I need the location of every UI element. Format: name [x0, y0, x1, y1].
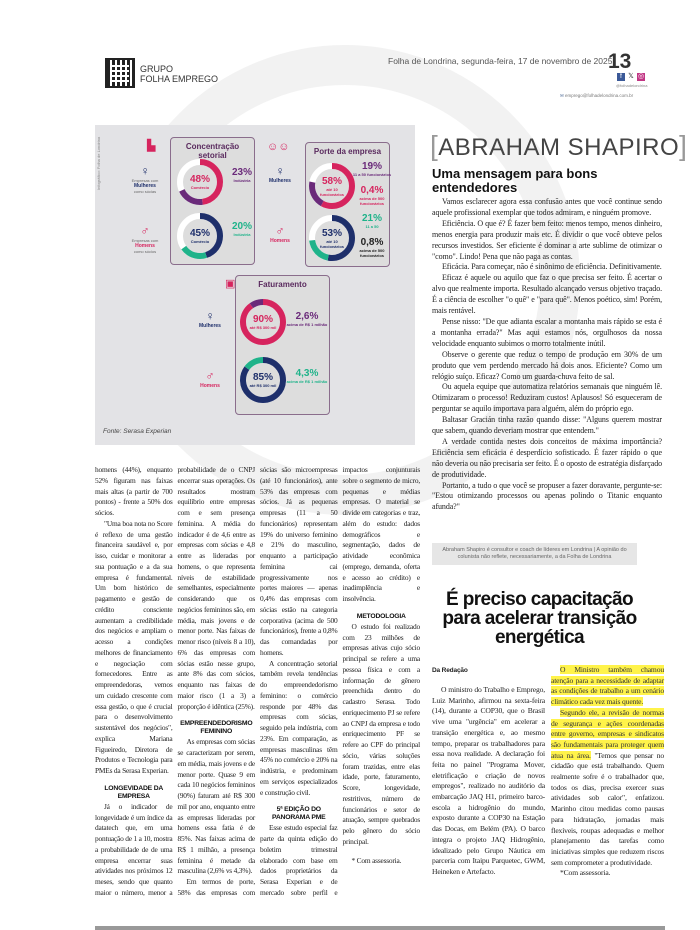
factory-icon: ▙: [147, 140, 156, 152]
paragraph: Portanto, a tudo o que você se propuser a fazer doravante, pergunte-se: "Estou otimizando processos ou apenas polindo o Titanic enquanto afunda?": [432, 480, 662, 512]
donut-revenue-men: [238, 355, 288, 405]
highlighted-text: Segundo ele, a revisão de normas de segurança e ações coordenadas entre governo, empresas e sindicatos são fundamentais para proteger quem atua na área.: [551, 707, 664, 760]
instagram-icon[interactable]: ◎: [637, 73, 645, 80]
sector-women-side: [220, 167, 264, 183]
men-label-size: [258, 225, 302, 244]
donut-revenue-women: [238, 297, 288, 347]
value: 58%: [321, 175, 342, 187]
paragraph: "Uma boa nota no Score é reflexo de uma gestão financeira saudável e, por isso, cuidar e monitorar a sua pontuação e a da sua empresa é fundamental. Um bom histórico de pagamento e gestão de crédito consciente aumentam a credibilidade dos negócios e ampliam o acesso a condições melhores de financiamento e negociação com fornecedores. Entre as empreendedoras, vemos um cuidado crescente com essa gestão, o que é crucial para o desenvolvimento sustentável dos negócios", explica Mariana Figueiredo, Diretora de Produtos e Tecnologia para PMEs da Serasa Experian.: [95, 518, 173, 775]
caption: Empresas com: [131, 238, 159, 243]
value: 45%: [189, 228, 210, 239]
sector-men-side: [220, 221, 264, 237]
men-label: Homens: [200, 383, 220, 389]
paragraph: Já o indicador de longevidade é um índice da datatech que, em uma pontuação de 1 a 10, mostra a probabilidade de de uma empresa encerrar suas atividades nos próximos 12 meses, sendo que quanto maior o número, menor a probabilidade de o CNPJ encerrar suas operações. Os resultados mostram equilíbrio entre empresas com e sem presença feminina. A média do indicador é de 4,6 entre as empresas com sócias e 4,8 entre as lideradas por homens, o que representa níveis de estabilidade semelhantes, especialmente considerando que os negócios femininos são, em média, mais jovens e de menor porte. Nas faixas de menor risco (níveis 8 a 10), 6% das empresas com sócias estão nesse grupo, ante 8% das com sócios, enquanto nas faixas de maior risco (1 a 3) a proporção é idêntica (25%).: [95, 465, 255, 897]
paragraph: Esse estudo especial faz parte da quinta edição do boletim trimestral elaborado com base em dados proprietários da Serasa Experian e de mercado sobre perfil e impactos conjunturais sobre o segmento de micro, pequenas e médias empresas. O material se divide em categorias e traz, além do estudo: dados demográficos e segmentação, dados de atividade econômica (emprego, demanda, oferta e acesso ao crédito) e inadimplência e insolvência.: [260, 465, 420, 897]
dateline: Folha de Londrina, segunda-feira, 17 de novembro de 2025: [388, 56, 613, 66]
caption: Empresas com: [131, 178, 159, 183]
paragraph: Eficaz é aquele ou aquilo que faz o que precisa ser feito. É acertar o alvo que realmente importa. Resultado alcançado versus objetivo traçado. É a ciência de escolher "o quê" e "para quê". Menos poético, sim! Porém, mais rentável.: [432, 273, 662, 316]
paragraph: Baltasar Gracián tinha razão quando disse: "Alguns querem mostrar que sabem, quando deveriam mostrar que entendem.": [432, 415, 662, 436]
value: 85%: [252, 372, 273, 383]
value: 23%: [231, 167, 252, 178]
paragraph: *Com assessoria.: [560, 868, 611, 878]
brand-line2: FOLHA EMPREGO: [140, 74, 219, 84]
label: 11 a 50 funcionários: [352, 172, 392, 177]
paragraph: A verdade contida nestes dois conceitos de máxima importância? Eficiência sem eficácia é desperdício sofisticado. É fazer rápido o que não deveria ou não precisaria ser feito. É o oposto de estratégia disfarçado de produtividade.: [432, 436, 662, 479]
label: Comércio: [190, 239, 210, 244]
men-label-revenue: [188, 370, 232, 389]
men-label: Homens: [135, 243, 155, 249]
women-label-revenue: [188, 310, 232, 329]
social-handle: @folhadelondrina: [616, 83, 648, 88]
brand-line1: GRUPO: [140, 64, 174, 74]
value: 2,6%: [295, 311, 319, 322]
value: 21%: [361, 213, 382, 224]
label: acima de 500 funcionários: [359, 196, 385, 206]
bracket-right: ]: [679, 130, 688, 161]
qr-code[interactable]: [105, 58, 135, 88]
infographic-source: Fonte: Serasa Experian: [103, 428, 172, 435]
revenue-women-side: [285, 311, 329, 327]
value: 19%: [361, 161, 382, 172]
woman-icon: ♀: [205, 309, 215, 323]
paragraph: Em termos de porte, 58% das empresas com sócias são microempresas (até 10 funcionários), ante 53% das empresas com sócios. Já as pequenas empresas (11 a 50 funcionários) representam 19% do universo feminino e 21% do masculino, enquanto a participação feminina cai progressivamente nos portes maiores — apenas 0,4% das empresas com sócias estão na categoria corporativa (acima de 500 funcionários), frente a 0,8% das comandadas por homens.: [177, 465, 338, 897]
columnist-bio: Abraham Shapiro é consultor e coach de líderes em Londrina | A opinião do colunista não reflete, necessariamente, a da Folha de Londrina: [432, 543, 637, 565]
women-label: Mulheres: [134, 183, 156, 189]
paragraph: * Com assessoria.: [351, 855, 402, 865]
men-label-sector: [123, 225, 167, 254]
column-title: Uma mensagem para bons entendedores: [432, 166, 598, 195]
man-icon: ♂: [205, 369, 215, 383]
paragraph: As empresas com sócias se caracterizam por serem, em média, mais jovens e de menor porte. Quase 9 em cada 10 negócios femininos (90%) faturam até R$ 300 mil por ano, enquanto entre as empresas lideradas por homens essa fatia é de 85%. Nas faixas acima de R$ 1 milhão, a presença feminina é metade da masculina (2,6% vs 4,3%).: [177, 737, 255, 876]
byline: Da Redação: [432, 667, 468, 674]
paragraph: [551, 708, 664, 869]
label: acima de R$ 1 milhão: [286, 379, 328, 384]
label: Comércio: [190, 185, 210, 190]
subheading: LONGEVIDADE DA EMPRESA: [104, 784, 164, 800]
woman-icon: ♀: [275, 164, 285, 178]
columnist-text: ABRAHAM SHAPIRO: [438, 134, 680, 161]
paragraph: Ou aquela equipe que automatiza relatórios semanais que ninguém lê. Otimizaram o processo! Reduziram custos! Aplausos! Só esqueceram de perguntar se aquilo importava para alguém, além do próprio ego.: [432, 382, 662, 414]
email-contact: [560, 93, 633, 99]
envelope-icon: ✉: [560, 93, 566, 98]
infographic: [95, 125, 415, 445]
columnist-name: [430, 130, 687, 162]
money-icon: ▣: [225, 278, 236, 290]
paragraph: Pense nisso: "De que adianta escalar a montanha mais rápido se esta é a montanha errada?" Mas aqui estamos nós, orgulhosos da nossa velocidade enquanto subimos o morro totalmente inútil.: [432, 316, 662, 348]
bracket-left: [: [430, 130, 439, 161]
paragraph: Vamos esclarecer agora essa confusão antes que você continue sendo aquele profissional exemplar que todos admiram, e ninguém promove.: [432, 197, 662, 217]
label: até R$ 300 mil: [249, 383, 277, 388]
size-women-side2: [350, 185, 394, 206]
label: até 10 funcionários: [319, 238, 344, 249]
column-body: [432, 197, 662, 513]
paragraph: [551, 665, 664, 708]
x-icon[interactable]: 𝕏: [628, 73, 634, 80]
article-body-transition: [432, 665, 664, 927]
subheading: 5ª EDIÇÃO DO PANORAMA PME: [272, 806, 326, 822]
women-label: Mulheres: [269, 178, 291, 184]
paragraph: A concentração setorial também revela tendências do empreendedorismo feminino: o comércio responde por 48% das empresas com sócias, seguido pela indústria, com 23%. Em comparação, as empresas masculinas têm 45% no comércio e 20% na indústria, e predominam em serviços especializados e construção civil.: [260, 658, 338, 797]
value: 20%: [231, 221, 252, 232]
value: 4,3%: [295, 368, 319, 379]
size-title: Porte da empresa: [313, 147, 382, 156]
page-number: 13: [608, 50, 632, 73]
subheading: EMPREENDEDORISMO FEMININO: [180, 720, 253, 736]
people-icon: ☺☺: [267, 141, 290, 153]
paragraph: Eficácia. Para começar, não é sinônimo de eficiência. Definitivamente.: [442, 262, 662, 272]
sector-title: Concentração setorial: [185, 142, 240, 160]
paragraph: O ministro do Trabalho e Emprego, Luiz Marinho, afirmou na sexta-feira (14), durante a COP30, que o Brasil vive uma "urgência" em acelerar a transição energética e, ao mesmo tempo, preparar os trabalhadores para essa nova realidade. A declaração foi feita no painel "Programa Mover, eletrificação e criação de novos empregos", realizado no auditório da embarcação JAQ H1, primeiro barco-escola a hidrogênio do mundo, exposto durante a COP30 na Estação das Docas, em Belém (PA). O barco integra o projeto JAQ Hidrogênio, idealizado pelo Grupo Náutica em parceria com Itaipu Parquetec, GWM, Heineken e Artefacto.: [432, 685, 545, 876]
footer-rule: [95, 926, 665, 930]
revenue-men-side: [285, 368, 329, 384]
men-label: Homens: [270, 238, 290, 244]
social-icons: [617, 73, 645, 81]
value: 0,4%: [360, 185, 384, 196]
label: Indústria: [233, 178, 251, 183]
infographic-credit: Infográfico: Folha de Londrina: [96, 136, 101, 190]
text: "Temos que pensar no cidadão que está trabalhando. Quem realmente sofre é o trabalhador que, todos os dias, precisa exercer suas atividades sob calor", enfatizou. Marinho citou medidas como pausas para hidratação, jornadas mais flexíveis, roupas adequadas e melhor planejamento das tarefas como iniciativas simples que reduzem riscos sem comprometer a produtividade.: [551, 750, 664, 867]
women-label-size: [258, 165, 302, 184]
brand-logo: [140, 64, 218, 84]
size-women-side1: [350, 161, 394, 177]
size-men-side2: [350, 237, 394, 258]
label: até R$ 300 mil: [249, 325, 277, 330]
article-body-panorama: [95, 465, 420, 927]
man-icon: ♂: [140, 224, 150, 238]
article-headline: É preciso capacitação para acelerar transição energética: [442, 589, 637, 648]
paragraph: O estudo foi realizado com 23 milhões de empresas ativas cujo sócio principal se refere a uma pessoa física e com a informação de gênero preenchida dentro do cadastro Serasa. Todo enriquecimento PJ se refere ao CNPJ da empresa e todo enriquecimento PF se refere ao CPF do principal sócio, várias soluções foram trazidas, entre elas idade, porte, faturamento, Score, longevidade, restritivos, número de funcionários e setor de atuação, sempre quebrados pelo gênero do sócio principal.: [342, 621, 420, 846]
paragraph: Observe o gerente que reduz o tempo de produção em 30% de um produto que vem perdendo mercado há dois anos. Eficiente? Como um relógio suíço. Eficaz? Como um guarda-chuva feito de sal.: [432, 349, 662, 381]
caption: como sócios: [133, 249, 157, 254]
label: 11 a 50: [365, 224, 379, 229]
highlighted-text: O Ministro também chamou atenção para a necessidade de adaptar as condições de trabalho a um cenário climático cada vez mais quente.: [551, 665, 664, 707]
label: Indústria: [233, 232, 251, 237]
caption: como sócias: [133, 189, 157, 194]
paragraph: Eficiência. O que é? É fazer bem feito: menos tempo, menos dinheiro, menos energia para produzir mais etc. É dividir o que você obteve pelos recursos investidos. Ser eficiente é dominar a arte sublime de otimizar o "como". Lindo! Pena que não paga as contas.: [432, 218, 662, 261]
donut-sector-men: [175, 211, 225, 261]
facebook-icon[interactable]: f: [617, 73, 625, 81]
women-label: Mulheres: [199, 323, 221, 329]
revenue-title: Faturamento: [258, 280, 307, 289]
women-label-sector: [123, 165, 167, 194]
value: 90%: [252, 314, 273, 325]
value: 53%: [321, 227, 342, 239]
donut-sector-women: [175, 157, 225, 207]
label: até 10 funcionários: [319, 186, 344, 197]
subheading: METODOLOGIA: [356, 612, 406, 620]
paragraph: homens (44%), enquanto 52% figuram nas faixas mais altas (a partir de 700 pontos) - frente a 50% dos sócios.: [95, 465, 173, 517]
label: acima de R$ 1 milhão: [286, 322, 328, 327]
man-icon: ♂: [275, 224, 285, 238]
value: 48%: [189, 174, 210, 185]
size-men-side1: [350, 213, 394, 229]
woman-icon: ♀: [140, 164, 150, 178]
value: 0,8%: [360, 237, 384, 248]
email-address: emprego@folhadelondrina.com.br: [565, 93, 634, 98]
label: acima de 500 funcionários: [359, 248, 385, 258]
